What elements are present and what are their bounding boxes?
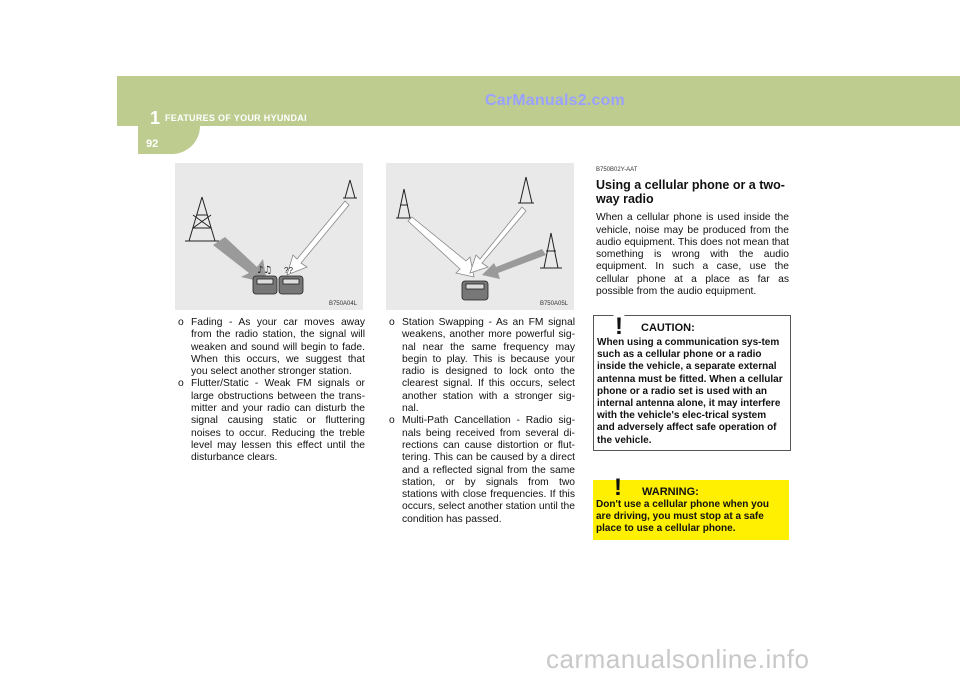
- warning-box: [593, 474, 789, 540]
- station-swapping-diagram: [386, 163, 574, 310]
- warning-triangle-icon: [597, 308, 641, 338]
- footer-watermark[interactable]: carmanualsonline.info: [546, 644, 810, 674]
- bullet-mark: o: [178, 378, 184, 390]
- warning-text: Don't use a cellular phone when you are driving, you must stop at a safe place to use a cellular phone.: [596, 499, 769, 535]
- figure-code: B750A05L: [539, 301, 568, 307]
- bullet-mark: o: [389, 415, 395, 427]
- warning-triangle-icon: [596, 469, 640, 499]
- list-item-text: Flutter/Static - Weak FM signals or large obstructions between the trans-mitter and your radio can disturb the signal causing static or fluttering noises to occur. Reducing the treble level may lessen this effect until the disturbance clears.: [191, 378, 365, 464]
- right-column: [596, 164, 789, 298]
- fading-illustration: [175, 163, 363, 310]
- watermark-link[interactable]: CarManuals2.com: [485, 92, 625, 109]
- list-item: [175, 378, 365, 464]
- svg-text:!: !: [615, 313, 623, 338]
- list-item: [175, 317, 365, 378]
- list-item-text: Multi-Path Cancellation - Radio sig-nals being received from several di-rections can cause distortion or flut-tering. This can be caused by a direct and a reflected signal from the same station, or by signals from two stations with close frequencies. If this occurs, select another station until the condition has passed.: [402, 415, 575, 525]
- page-number: 92: [146, 138, 159, 150]
- station-swapping-illustration: [386, 163, 574, 310]
- list-item: [386, 317, 575, 415]
- bullet-mark: o: [389, 317, 395, 328]
- warning-title: WARNING:: [642, 486, 699, 498]
- chapter-title: FEATURES OF YOUR HYUNDAI: [165, 113, 307, 123]
- middle-column: [386, 317, 575, 526]
- svg-text:!: !: [614, 474, 622, 499]
- caution-box: [593, 315, 791, 451]
- fading-diagram: [175, 163, 363, 310]
- caution-title: CAUTION:: [641, 322, 695, 334]
- list-item-text: Station Swapping - As an FM signal weakens, another more powerful sig-nal near the same frequency may begin to play. This is because your radio is designed to lock onto the clearest signal. If this occurs, select another station with a stronger sig-nal.: [402, 317, 575, 415]
- list-item: [386, 415, 575, 526]
- list-item-text: Fading - As your car moves away from the radio station, the signal will weaken and sound will begin to fade. When this occurs, we suggest that you select another stronger station.: [191, 317, 365, 378]
- chapter-number: 1: [150, 108, 161, 128]
- section-code: B750B02Y-AAT: [596, 167, 638, 173]
- section-heading: Using a cellular phone or a two-way radio: [596, 178, 785, 207]
- svg-text:♪♫: ♪♫: [257, 265, 273, 276]
- section-paragraph: When a cellular phone is used inside the vehicle, noise may be produced from the audio equipment. This does not mean that something is wrong with the audio equipment. In such a case, use the cellular phone at a place as far as possible from the audio equipment.: [596, 212, 789, 298]
- bullet-mark: o: [178, 317, 184, 328]
- confused-marks: ??: [284, 266, 293, 275]
- left-column: [175, 317, 365, 465]
- caution-text: When using a communication sys-tem such as a cellular phone or a radio inside the vehicle, a separate external antenna must be fitted. When a cellular phone or a radio set is used with an internal antenna alone, it may interfere with the vehicle's elec-trical system and adversely affect safe operation of the vehicle.: [597, 337, 783, 446]
- figure-code: B750A04L: [328, 301, 357, 307]
